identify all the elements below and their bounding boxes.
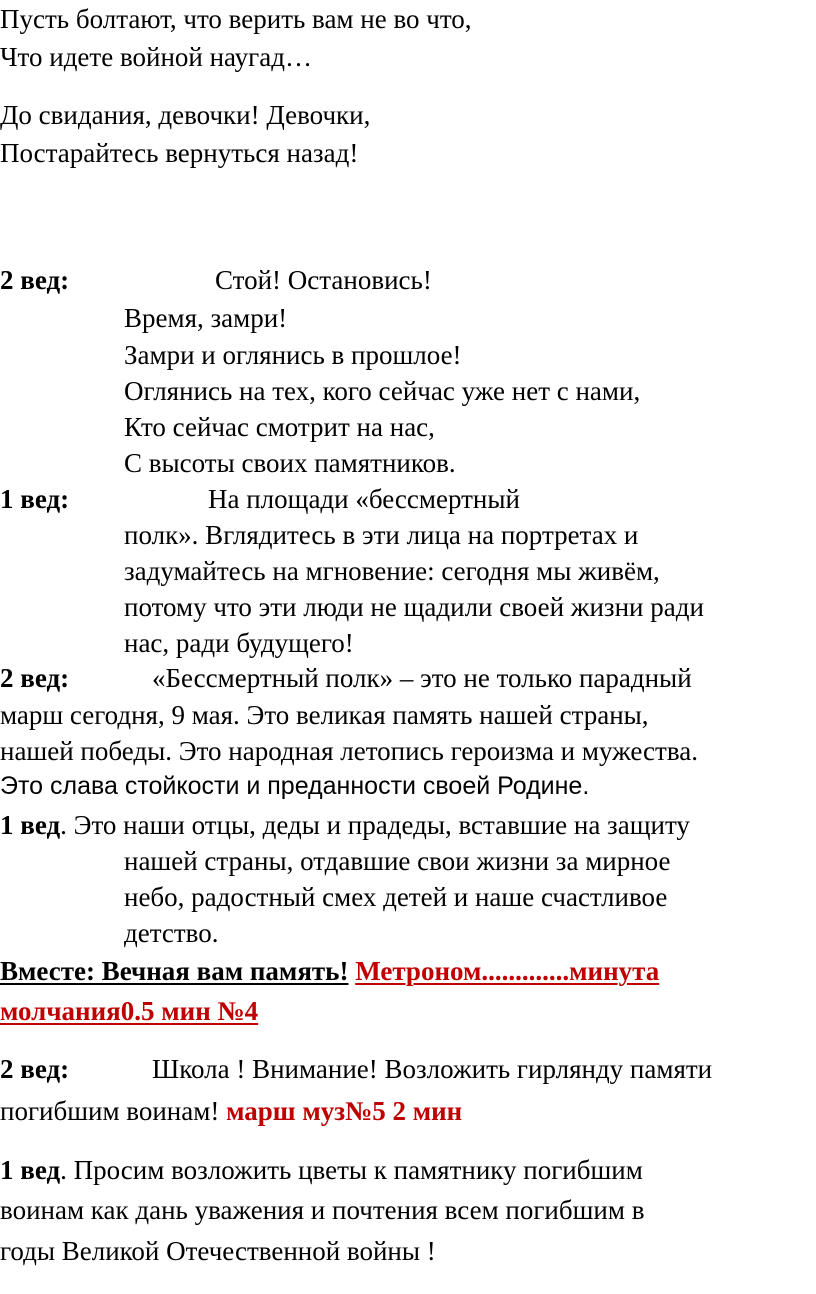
together-label: Вместе: Вечная вам память!	[0, 956, 349, 986]
script-line-with-speaker	[0, 1157, 643, 1184]
script-line: Кто сейчас смотрит на нас,	[124, 412, 435, 442]
speaker-label: 2 вед:	[0, 1054, 70, 1084]
script-line: нашей страны, отдавшие свои жизни за мирное	[124, 846, 671, 876]
script-line: Это слава стойкости и преданности своей Родине.	[0, 772, 590, 800]
together-line	[0, 958, 659, 985]
speaker-label: 1 вед	[0, 1155, 61, 1185]
script-text: погибшим воинам!	[0, 1096, 220, 1126]
script-line: детство.	[124, 918, 219, 948]
script-line: Стой! Остановись!	[215, 265, 432, 295]
speaker-label: 1 вед:	[0, 484, 70, 514]
script-line: Оглянись на тех, кого сейчас уже нет с нами,	[124, 376, 641, 406]
script-text: . Просим возложить цветы к памятнику погибшим	[60, 1155, 643, 1185]
script-line: На площади «бессмертный	[208, 484, 520, 514]
script-line-with-speaker	[0, 812, 690, 839]
script-line: потому что эти люди не щадили своей жизни ради	[124, 592, 704, 622]
poem-line: Что идете войной наугад…	[0, 42, 312, 72]
script-line: С высоты своих памятников.	[124, 448, 456, 478]
script-line: воинам как дань уважения и почтения всем погибшим в	[0, 1195, 645, 1225]
script-line: марш сегодня, 9 мая. Это великая память нашей страны,	[0, 700, 649, 730]
speaker-label: 2 вед:	[0, 265, 70, 295]
poem-line: Постарайтесь вернуться назад!	[0, 138, 359, 168]
script-line-with-cue	[0, 1098, 462, 1125]
script-line: нас, ради будущего!	[124, 628, 354, 658]
speaker-label: 2 вед:	[0, 663, 70, 693]
script-line: Время, замри!	[124, 303, 288, 333]
script-line: «Бессмертный полк» – это не только парадный	[152, 663, 692, 693]
script-line: Замри и оглянись в прошлое!	[124, 340, 462, 370]
script-line: небо, радостный смех детей и наше счастливое	[124, 882, 668, 912]
march-cue: марш муз№5 2 мин	[226, 1096, 463, 1126]
poem-line: Пусть болтают, что верить вам не во что,	[0, 4, 472, 34]
metronome-cue-continued: молчания0.5 мин №4	[0, 996, 259, 1026]
script-line: годы Великой Отечественной войны !	[0, 1236, 436, 1266]
speaker-label: 1 вед	[0, 810, 61, 840]
script-line: полк». Вглядитесь в эти лица на портретах и	[124, 520, 639, 550]
script-line: нашей победы. Это народная летопись героизма и мужества.	[0, 736, 698, 766]
metronome-cue: Метроном.............минута	[355, 956, 660, 986]
script-text: . Это наши отцы, деды и прадеды, вставшие на защиту	[60, 810, 690, 840]
script-line: задумайтесь на мгновение: сегодня мы живём,	[124, 556, 660, 586]
poem-line: До свидания, девочки! Девочки,	[0, 100, 371, 130]
script-line: Школа ! Внимание! Возложить гирлянду памяти	[152, 1054, 713, 1084]
